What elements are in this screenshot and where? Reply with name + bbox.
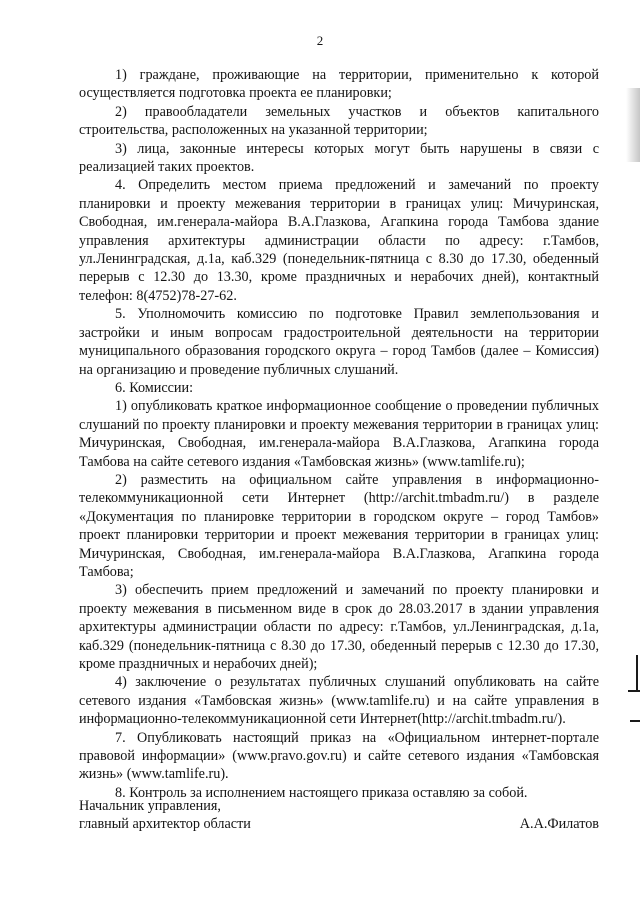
- signature-block: [79, 797, 599, 834]
- paragraph-11: 7. Опубликовать настоящий приказ на «Официальном интернет-портале правовой информации» (www.pravo.gov.ru) и сайте сетевого издания «Тамбовская жизнь» (www.tamlife.ru).: [79, 729, 599, 783]
- paragraph-1: 1) граждане, проживающие на территории, применительно к которой осуществляется подготовка проекта ее планировки;: [79, 67, 599, 102]
- signatory-name: А.А.Филатов: [519, 816, 599, 833]
- document-body: [79, 66, 599, 802]
- paragraph-10: 4) заключение о результатах публичных слушаний опубликовать на сайте сетевого издания «Тамбовская жизнь» (www.tamlife.ru) и на сайте управления в информационно-телекоммуникационной сети Интернет(http://archit.tmbadm.ru/).: [79, 674, 599, 728]
- paragraph-4: 4. Определить местом приема предложений и замечаний по проекту планировки и проекту межевания территории в границах улиц: Мичуринская, Свободная, им.генерала-майора В.А.Глазкова, Агапкина города Тамбова здание управления архитектуры администрации области по адресу: г.Тамбов, ул.Ленинградская, д.1а, каб.329 (понедельник-пятница с 8.30 до 17.30, обеденный перерыв с 12.30 до 13.30, кроме праздничных и нерабочих дней), контактный телефон: 8(4752)78-27-62.: [79, 177, 599, 304]
- scan-smudge: [626, 88, 640, 162]
- page-number: 2: [316, 33, 324, 48]
- paragraph-6: 6. Комиссии:: [115, 379, 194, 396]
- paragraph-8: 2) разместить на официальном сайте управления в информационно-телекоммуникационной сети Интернет (http://archit.tmbadm.ru/) в разделе «Документация по планировке территории в городском округе – город Тамбов» проект планировки территории и проект межевания территории в границах улиц: Мичуринская, Свободная, им.генерала-майора В.А.Глазкова, Агапкина города Тамбова;: [79, 471, 599, 580]
- signatory-position-line-1: Начальник управления,: [79, 798, 221, 814]
- paragraph-3: 3) лица, законные интересы которых могут быть нарушены в связи с реализацией таких проектов.: [79, 140, 599, 176]
- paragraph-12: 8. Контроль за исполнением настоящего приказа оставляю за собой.: [115, 784, 528, 801]
- signatory-position-line-2: главный архитектор области: [79, 816, 251, 833]
- paragraph-5: 5. Уполномочить комиссию по подготовке Правил землепользования и застройки и иным вопросам градостроительной деятельности на территории муниципального образования городского округа – город Тамбов (далее – Комиссия) на организацию и проведение публичных слушаний.: [79, 306, 599, 378]
- scan-mark-top: [628, 690, 640, 692]
- paragraph-2: 2) правообладатели земельных участков и объектов капитального строительства, расположенных на указанной территории;: [79, 103, 599, 139]
- scan-mark-bottom: [630, 720, 640, 722]
- paragraph-7: 1) опубликовать краткое информационное сообщение о проведении публичных слушаний по проекту планировки и проекту межевания территории в границах улиц: Мичуринская, Свободная, им.генерала-майора В.А.Глазкова, Агапкина города Тамбова на сайте сетевого издания «Тамбовская жизнь» (www.tamlife.ru);: [79, 398, 599, 470]
- scan-mark-vertical: [636, 655, 638, 691]
- paragraph-9: 3) обеспечить прием предложений и замечаний по проекту планировки и проекту межевания в письменном виде в срок до 28.03.2017 в здании управления архитектуры администрации области по адресу: г.Тамбов, ул.Ленинградская, д.1а, каб.329 (понедельник-пятница с 8.30 до 17.30, обеденный перерыв с 12.30 до 17.30, кроме праздничных и нерабочих дней);: [79, 582, 599, 672]
